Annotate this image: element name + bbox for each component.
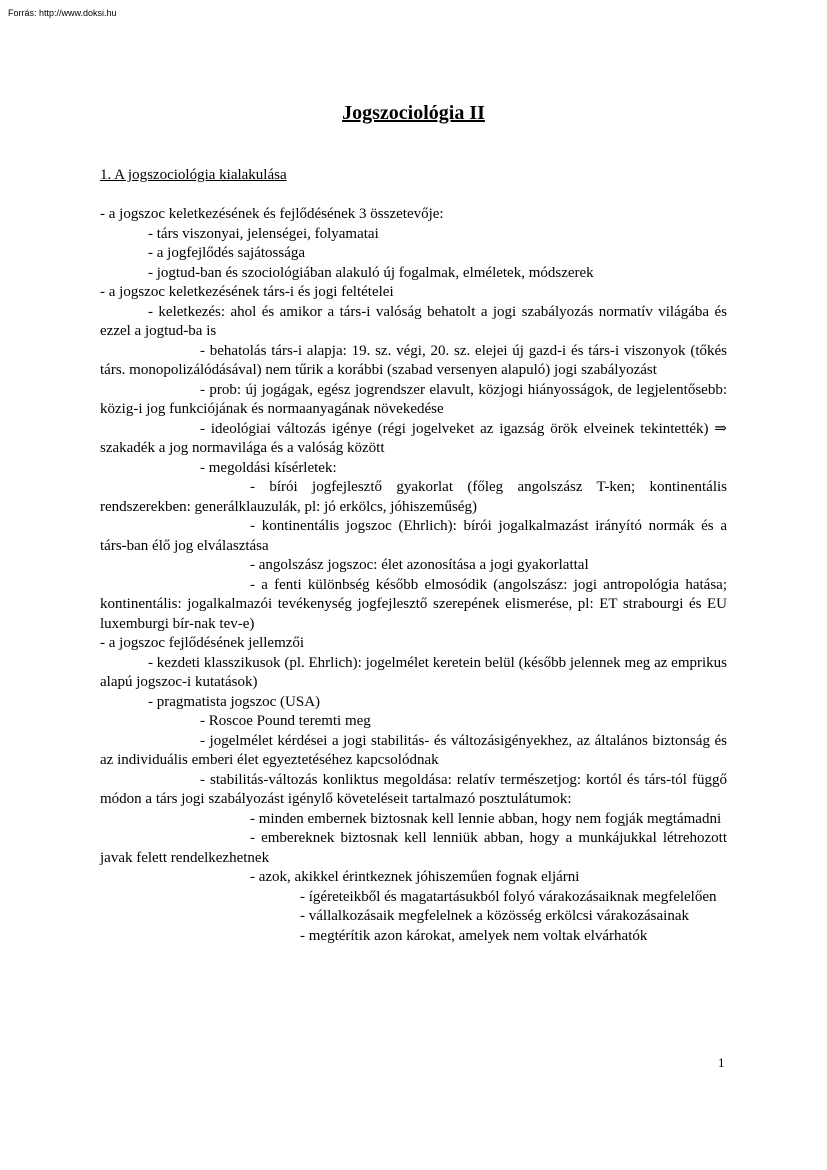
body-line: - ígéreteikből és magatartásukból folyó várakozásaiknak megfelelően [300, 888, 717, 905]
body-line: - jogelmélet kérdései a jogi stabilitás- és változásigényekhez, az általános biztonság és az individuális emberi élet egyeztetéséhez kapcsolódnak [100, 732, 727, 768]
body-line: - embereknek biztosnak kell lenniük abban, hogy a munkájukkal létrehozott javak felett rendelkezhetnek [100, 830, 727, 866]
body-line: - a jogfejlődés sajátossága [148, 245, 306, 261]
body-line: - kontinentális jogszoc (Ehrlich): bírói jogalkalmazást irányító normák és a társ-ban élő jog elválasztása [100, 518, 727, 554]
body-line: - vállalkozásaik megfelelnek a közösség erkölcsi várakozásainak [300, 908, 689, 924]
body-line: - angolszász jogszoc: élet azonosítása a jogi gyakorlattal [250, 557, 589, 573]
body-line: - jogtud-ban és szociológiában alakuló új fogalmak, elméletek, módszerek [148, 264, 594, 281]
body-line: - társ viszonyai, jelenségei, folyamatai [148, 225, 379, 242]
body-line: - a jogszoc keletkezésének társ-i és jogi feltételei [100, 284, 394, 300]
body-line: - keletkezés: ahol és amikor a társ-i valóság behatolt a jogi szabályozás normatív világába és ezzel a jogtud-ba is [100, 303, 727, 339]
body-line: - megtérítik azon károkat, amelyek nem voltak elvárhatók [300, 927, 648, 944]
body-line: - a jogszoc fejlődésének jellemzői [100, 635, 305, 651]
document-title: Jogszociológia II [342, 102, 485, 124]
body-line: - pragmatista jogszoc (USA) [148, 693, 321, 710]
body-line: - kezdeti klasszikusok (pl. Ehrlich): jogelmélet keretein belül (később jelennek meg az emprikus alapú jogszoc-i kutatások) [100, 654, 727, 690]
section-heading: 1. A jogszociológia kialakulása [100, 167, 287, 183]
body-line: - megoldási kísérletek: [200, 459, 337, 476]
body-line: - behatolás társ-i alapja: 19. sz. végi, 20. sz. elejei új gazd-i és társ-i viszonyok (tőkés társ. monopolizálódásával) nem tűrik a korábbi (szabad versenyen alapuló) jogi szabályozást [100, 342, 727, 378]
document-body [100, 205, 727, 946]
body-line: - a jogszoc keletkezésének és fejlődésének 3 összetevője: [100, 206, 444, 222]
body-line: - ideológiai változás igénye (régi jogelveket az igazság örök elveinek tekintették) ⇒ szakadék a jog normavilága és a valóság között [100, 420, 727, 456]
body-line: - azok, akikkel érintkeznek jóhiszeműen fognak eljárni [250, 869, 580, 885]
source-note: Forrás: http://www.doksi.hu [8, 8, 117, 18]
body-line: - a fenti különbség később elmosódik (angolszász: jogi antropológia hatása; kontinentális: jogalkalmazói tevékenység jogfejlesztő szerepének elismerése, pl: ET strabourgi és EU luxemburgi bír-nak tev-e) [100, 576, 727, 632]
body-line: - prob: új jogágak, egész jogrendszer elavult, közjogi hiányosságok, de legjelentősebb: közig-i jog funkciójának és normaanyagának növekedése [100, 381, 727, 417]
body-line: - minden embernek biztosnak kell lennie abban, hogy nem fogják megtámadni [250, 810, 722, 827]
page-number: 1 [718, 1055, 725, 1070]
body-line: - stabilitás-változás konliktus megoldása: relatív természetjog: kortól és társ-tól függő módon a társ jogi szabályozást igénylő követeléseit tartalmazó posztulátumok: [100, 771, 727, 807]
body-line: - Roscoe Pound teremti meg [200, 713, 371, 729]
body-line: - bírói jogfejlesztő gyakorlat (főleg angolszász T-ken; kontinentális rendszerekben: generálklauzulák, pl: jó erkölcs, jóhiszeműség) [100, 479, 727, 515]
